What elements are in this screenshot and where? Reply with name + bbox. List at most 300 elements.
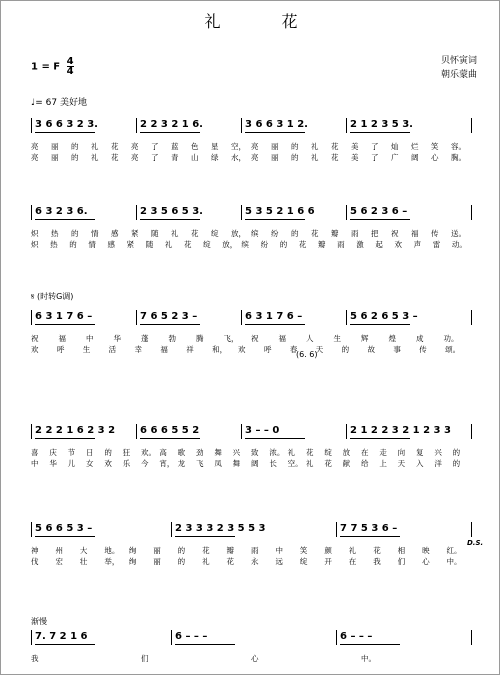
beam-line [340, 644, 400, 645]
lyric-syllable: 绽 [299, 557, 308, 566]
beam-line [175, 644, 235, 645]
lyric-syllable: 阔 [251, 459, 259, 468]
lyric-syllable: 们 [141, 654, 149, 663]
lyric-syllable: 礼 [164, 240, 173, 249]
ritardando-label: 渐慢 [31, 617, 47, 626]
lyric-syllable: 礼 [311, 142, 319, 151]
lyric-syllable: 的 [291, 153, 299, 162]
lyric-syllable: 了 [151, 142, 159, 151]
time-top: 4 [66, 56, 74, 67]
barline [471, 424, 472, 439]
lyric-syllable: 幸 [134, 345, 143, 354]
lyric-syllable: 红。 [446, 546, 462, 555]
lyric-syllable: 的 [291, 229, 299, 238]
lyric-syllable: 复 [416, 448, 424, 457]
lyric-syllable: 色 [191, 142, 199, 151]
barline [346, 205, 347, 220]
measure: 2 3 5 6 5 3. [140, 206, 203, 217]
lyric-syllable: 颜 [324, 546, 332, 555]
beam-line [245, 324, 305, 325]
lyric-syllable: 传 [419, 345, 427, 354]
lyric-syllable: 辉 [361, 334, 369, 343]
lyric-syllable: 狂 [122, 448, 131, 457]
lyric-syllable: 丽 [271, 142, 279, 151]
tempo-marking: ♩= 67 美好地 [31, 98, 87, 108]
lyric-syllable: 的 [177, 546, 186, 555]
lyric-syllable: 祝 [251, 334, 259, 343]
lyric-line-2 [1, 239, 500, 251]
lyric-syllable: 大 [79, 546, 88, 555]
lyric-syllable: 春 [289, 345, 298, 354]
lyric-syllable: 激 [356, 240, 364, 249]
barline [171, 630, 172, 645]
measure: 7 6 5 2 3 – [140, 311, 198, 322]
barline [336, 522, 337, 537]
lyric-syllable: 今 [141, 459, 149, 468]
lyric-syllable: 情 [91, 229, 99, 238]
lyric-syllable: 花 [226, 557, 235, 566]
lyric-syllable: 花 [111, 142, 119, 151]
lyric-syllable: 开 [324, 557, 332, 566]
lyric-syllable: 天 [397, 459, 406, 468]
measure: 2 1 2 2 3 2 1 2 3 3 [350, 425, 451, 436]
lyric-syllable: 花 [111, 153, 119, 162]
lyric-syllable: 丽 [51, 142, 59, 151]
lyric-syllable: 福 [278, 334, 286, 343]
lyric-syllable: 了 [371, 153, 379, 162]
measure: 7 7 5 3 6 – [340, 523, 398, 534]
lyric-syllable: 感 [111, 229, 119, 238]
lyric-syllable: 星 [211, 142, 219, 151]
beam-line [140, 324, 200, 325]
lyric-syllable: 美 [351, 153, 359, 162]
lyric-syllable: 庆 [49, 448, 57, 457]
lyric-syllable: 山 [191, 153, 199, 162]
lyric-syllable: 我 [31, 654, 39, 663]
lyric-syllable: 事 [393, 345, 401, 354]
barline [471, 118, 472, 133]
lyric-syllable: 礼 [91, 153, 99, 162]
lyric-syllable: 绚 [128, 546, 137, 555]
lyric-syllable: 礼 [348, 546, 357, 555]
lyric-syllable: 绽 [324, 448, 332, 457]
lyric-syllable: 中。 [446, 557, 462, 566]
lyric-syllable: 丽 [153, 546, 161, 555]
lyric-syllable: 中 [31, 459, 39, 468]
lyric-syllable: 福 [58, 334, 66, 343]
lyric-syllable: 龙 [177, 459, 186, 468]
lyric-syllable: 容。 [451, 142, 466, 151]
lyric-syllable: 瓣 [317, 240, 326, 249]
lyric-syllable: 感 [107, 240, 116, 249]
beam-line [140, 438, 200, 439]
barline [31, 310, 32, 325]
measure: 5 3 5 2 1 6 6 [245, 206, 315, 217]
lyric-syllable: 礼 [287, 448, 296, 457]
lyric-syllable: 女 [86, 459, 94, 468]
lyric-syllable: 腾 [196, 334, 204, 343]
lyric-syllable: 中 [86, 334, 94, 343]
lyric-syllable: 青 [171, 153, 179, 162]
lyric-syllable: 随 [145, 240, 154, 249]
beam-line [35, 644, 95, 645]
barline [171, 522, 172, 537]
lyric-syllable: 祝 [31, 334, 39, 343]
lyric-syllable: 生 [82, 345, 91, 354]
lyric-syllable: 丽 [153, 557, 161, 566]
lyric-syllable: 勃 [168, 334, 176, 343]
barline [471, 630, 472, 645]
lyric-syllable: 日 [86, 448, 94, 457]
lyric-syllable: 歌 [177, 448, 186, 457]
barline [346, 424, 347, 439]
lyric-syllable: 亮 [251, 153, 259, 162]
segno-key-change: 𝄋 (时转G调) [31, 292, 74, 301]
lyric-syllable: 高 [159, 448, 167, 457]
lyric-syllable: 举， [104, 557, 120, 566]
lyric-syllable: 永 [251, 557, 259, 566]
lyric-syllable: 美 [351, 142, 359, 151]
lyric-syllable: 浓。 [269, 448, 285, 457]
lyric-syllable: 缤 [241, 240, 249, 249]
lyric-syllable: 心 [431, 153, 439, 162]
lyric-syllable: 缤 [251, 229, 259, 238]
lyric-syllable: 兴 [434, 448, 442, 457]
lyric-syllable: 长 [269, 459, 277, 468]
lyric-syllable: 雨 [251, 546, 259, 555]
lyric-syllable: 欢 [104, 459, 112, 468]
time-signature [67, 57, 74, 76]
barline [136, 424, 137, 439]
lyric-syllable: 礼 [311, 153, 319, 162]
beam-line [350, 438, 410, 439]
beam-line [35, 132, 95, 133]
measure: 6 6 6 5 5 2 [140, 425, 200, 436]
lyric-syllable: 祥 [186, 345, 194, 354]
lyric-syllable: 雷 [432, 240, 441, 249]
lyric-syllable: 礼 [171, 229, 179, 238]
beam-line [350, 219, 410, 220]
lyric-syllable: 亮 [131, 142, 139, 151]
lyric-syllable: 福 [411, 229, 419, 238]
time-bottom: 4 [66, 66, 74, 77]
measure: 6 3 1 7 6 – [245, 311, 303, 322]
composer: 朝乐蒙曲 [440, 70, 477, 80]
lyric-syllable: 随 [151, 229, 159, 238]
lyric-syllable: 纷 [271, 229, 279, 238]
lyric-syllable: 的 [71, 142, 79, 151]
lyric-syllable: 瓣 [226, 546, 235, 555]
lyric-syllable: 的 [104, 448, 112, 457]
barline [241, 205, 242, 220]
measure: 5 6 2 3 6 – [350, 206, 408, 217]
lyric-syllable: 热 [51, 229, 59, 238]
lyric-syllable: 致 [251, 448, 259, 457]
beam-line [340, 536, 400, 537]
barline [136, 310, 137, 325]
barline [471, 310, 472, 325]
barline [31, 424, 32, 439]
measure: 6 – – – [340, 631, 373, 642]
lyric-syllable: 蓝 [171, 142, 179, 151]
measure: 3 6 6 3 2 3. [35, 119, 98, 130]
lyric-syllable: 礼 [202, 557, 210, 566]
lyric-syllable: 舞 [232, 459, 241, 468]
lyric-syllable: 的 [452, 459, 461, 468]
lyric-syllable: 把 [371, 229, 379, 238]
lyric-syllable: 在 [348, 557, 357, 566]
lyric-syllable: 福 [160, 345, 168, 354]
lyric-syllable: 花 [373, 546, 381, 555]
lyric-syllable: 放， [222, 240, 238, 249]
lyric-syllable: 走 [379, 448, 387, 457]
barline [136, 118, 137, 133]
lyric-syllable: 祝 [391, 229, 399, 238]
lyric-syllable: 兴 [232, 448, 241, 457]
barline [241, 310, 242, 325]
lyric-syllable: 颂。 [445, 345, 461, 354]
measure: 2 2 3 2 1 6. [140, 119, 203, 130]
lyric-syllable: 笑 [299, 546, 308, 555]
lyric-syllable: 呼 [263, 345, 272, 354]
lyric-syllable: 飞 [196, 459, 204, 468]
lyric-syllable: 呼 [56, 345, 65, 354]
lyric-syllable: 成 [416, 334, 424, 343]
lyric-syllable: 向 [397, 448, 406, 457]
lyric-syllable: 阔 [411, 153, 419, 162]
lyric-syllable: 亮 [31, 142, 39, 151]
lyric-line-2 [1, 458, 500, 470]
lyric-syllable: 花 [306, 448, 314, 457]
lyric-syllable: 花 [331, 142, 339, 151]
measure: 2 2 2 1 6 2 3 2 [35, 425, 116, 436]
lyric-syllable: 宏 [55, 557, 63, 566]
measure: 2 1 2 3 5 3. [350, 119, 413, 130]
lyric-syllable: 丽 [51, 153, 59, 162]
lyric-syllable: 水， [231, 153, 246, 162]
beam-line [35, 438, 95, 439]
lyric-syllable: 们 [397, 557, 406, 566]
lyric-syllable: 地。 [104, 546, 120, 555]
lyric-syllable: 的 [341, 345, 350, 354]
barline [31, 118, 32, 133]
lyric-syllable: 情 [88, 240, 96, 249]
lyric-line-1 [1, 653, 500, 665]
lyric-syllable: 起 [375, 240, 383, 249]
lyric-syllable: 绽 [203, 240, 211, 249]
barline [31, 522, 32, 537]
measure: 7. 7 2 1 6 [35, 631, 88, 642]
lyric-syllable: 洋 [434, 459, 442, 468]
lyric-syllable: 炽 [31, 240, 39, 249]
lyric-syllable: 我 [373, 557, 381, 566]
lyric-syllable: 广 [391, 153, 399, 162]
lyric-syllable: 花 [324, 459, 332, 468]
lyric-syllable: 的 [279, 240, 288, 249]
lyric-syllable: 亮 [31, 153, 39, 162]
lyric-syllable: 胸。 [451, 153, 466, 162]
ds-marking: D.S. [467, 539, 484, 547]
measure: 6 3 1 7 6 – [35, 311, 93, 322]
grace-note-group: (6. 6) [296, 350, 318, 359]
barline [346, 310, 347, 325]
lyric-line-2 [1, 556, 500, 568]
lyric-syllable: 欢 [238, 345, 246, 354]
lyric-syllable: 故 [367, 345, 375, 354]
lyric-syllable: 声 [413, 240, 422, 249]
lyric-syllable: 的 [69, 240, 77, 249]
lyric-syllable: 节 [67, 448, 76, 457]
lyric-syllable: 壮 [79, 557, 88, 566]
lyric-syllable: 飞， [223, 334, 239, 343]
lyric-syllable: 传 [431, 229, 439, 238]
lyric-syllable: 中 [275, 546, 283, 555]
lyric-syllable: 伐 [31, 557, 39, 566]
lyric-syllable: 花 [202, 546, 210, 555]
lyric-syllable: 的 [452, 448, 461, 457]
lyric-syllable: 欢 [394, 240, 402, 249]
measure: 6 – – – [175, 631, 208, 642]
lyric-syllable: 欢 [31, 345, 39, 354]
lyricist: 贝怀寅词 [440, 56, 477, 66]
lyric-syllable: 生 [333, 334, 341, 343]
lyric-syllable: 映 [422, 546, 430, 555]
lyric-syllable: 放 [342, 448, 351, 457]
lyric-syllable: 献 [342, 459, 351, 468]
lyric-syllable: 花 [331, 153, 339, 162]
lyric-syllable: 在 [361, 448, 369, 457]
barline [471, 522, 472, 537]
lyric-syllable: 儿 [67, 459, 76, 468]
lyric-syllable: 热 [50, 240, 58, 249]
beam-line [245, 438, 305, 439]
lyric-syllable: 礼 [306, 459, 314, 468]
lyric-syllable: 绽 [211, 229, 219, 238]
lyric-syllable: 花 [298, 240, 307, 249]
lyric-syllable: 紧 [126, 240, 135, 249]
barline [346, 118, 347, 133]
beam-line [350, 324, 410, 325]
key-text: 1 = F [31, 61, 61, 73]
lyric-syllable: 空， [231, 142, 246, 151]
barline [471, 205, 472, 220]
lyric-syllable: 活 [108, 345, 117, 354]
lyric-syllable: 远 [275, 557, 283, 566]
lyric-syllable: 纷 [260, 240, 269, 249]
beam-line [35, 219, 95, 220]
lyric-syllable: 华 [49, 459, 57, 468]
lyric-syllable: 花 [191, 229, 199, 238]
lyric-syllable: 天 [315, 345, 324, 354]
lyric-syllable: 笑 [431, 142, 439, 151]
lyric-syllable: 功。 [443, 334, 459, 343]
lyric-line-2 [1, 344, 500, 356]
lyric-line-2 [1, 152, 500, 164]
lyric-syllable: 心 [422, 557, 430, 566]
measure: 5 6 2 6 5 3 – [350, 311, 418, 322]
beam-line [245, 219, 305, 220]
lyric-syllable: 的 [71, 153, 79, 162]
lyric-syllable: 绿 [211, 153, 219, 162]
lyric-syllable: 给 [361, 459, 369, 468]
lyric-syllable: 送。 [451, 229, 466, 238]
lyric-syllable: 煌 [388, 334, 396, 343]
measure: 5 6 6 5 3 – [35, 523, 93, 534]
lyric-syllable: 动。 [451, 240, 467, 249]
barline [136, 205, 137, 220]
lyric-syllable: 华 [113, 334, 121, 343]
beam-line [35, 324, 95, 325]
lyric-syllable: 神 [31, 546, 39, 555]
lyric-syllable: 入 [416, 459, 424, 468]
lyric-syllable: 了 [371, 142, 379, 151]
barline [241, 424, 242, 439]
beam-line [175, 536, 235, 537]
lyric-syllable: 凤 [214, 459, 222, 468]
lyric-syllable: 空。 [287, 459, 303, 468]
beam-line [245, 132, 305, 133]
lyric-syllable: 乐 [122, 459, 131, 468]
barline [31, 630, 32, 645]
lyric-syllable: 紧 [131, 229, 139, 238]
beam-line [35, 536, 95, 537]
lyric-syllable: 烂 [411, 142, 419, 151]
lyric-syllable: 瓣 [331, 229, 339, 238]
lyric-syllable: 相 [397, 546, 406, 555]
measure: 3 – – 0 [245, 425, 280, 436]
lyric-syllable: 蓬 [141, 334, 149, 343]
lyric-syllable: 的 [71, 229, 79, 238]
lyric-syllable: 绚 [128, 557, 137, 566]
beam-line [350, 132, 410, 133]
measure: 6 3 2 3 6. [35, 206, 88, 217]
lyric-syllable: 上 [379, 459, 387, 468]
beam-line [140, 219, 200, 220]
lyric-syllable: 州 [55, 546, 63, 555]
score-title: 礼 花 [204, 12, 326, 31]
lyric-syllable: 宵， [159, 459, 175, 468]
barline [241, 118, 242, 133]
lyric-syllable: 亮 [131, 153, 139, 162]
lyric-syllable: 灿 [391, 142, 399, 151]
lyric-syllable: 的 [291, 142, 299, 151]
lyric-syllable: 花 [311, 229, 319, 238]
lyric-syllable: 丽 [271, 153, 279, 162]
lyric-syllable: 劲 [196, 448, 204, 457]
barline [336, 630, 337, 645]
lyric-syllable: 亮 [251, 142, 259, 151]
measure: 2 3 3 3 2 3 5 5 3 [175, 523, 266, 534]
lyric-syllable: 花 [184, 240, 192, 249]
lyric-syllable: 舞 [214, 448, 222, 457]
lyric-syllable: 的 [177, 557, 186, 566]
lyric-syllable: 礼 [91, 142, 99, 151]
lyric-syllable: 中。 [361, 654, 376, 663]
lyric-syllable: 雨 [337, 240, 345, 249]
lyric-syllable: 人 [306, 334, 314, 343]
lyric-syllable: 喜 [31, 448, 39, 457]
lyric-syllable: 欢。 [141, 448, 156, 457]
key-signature [31, 57, 74, 76]
lyric-syllable: 心 [251, 654, 259, 663]
lyric-syllable: 炽 [31, 229, 39, 238]
lyric-syllable: 了 [151, 153, 159, 162]
barline [31, 205, 32, 220]
beam-line [140, 132, 200, 133]
lyric-syllable: 和， [212, 345, 228, 354]
lyric-syllable: 雨 [351, 229, 359, 238]
lyric-syllable: 放， [231, 229, 246, 238]
